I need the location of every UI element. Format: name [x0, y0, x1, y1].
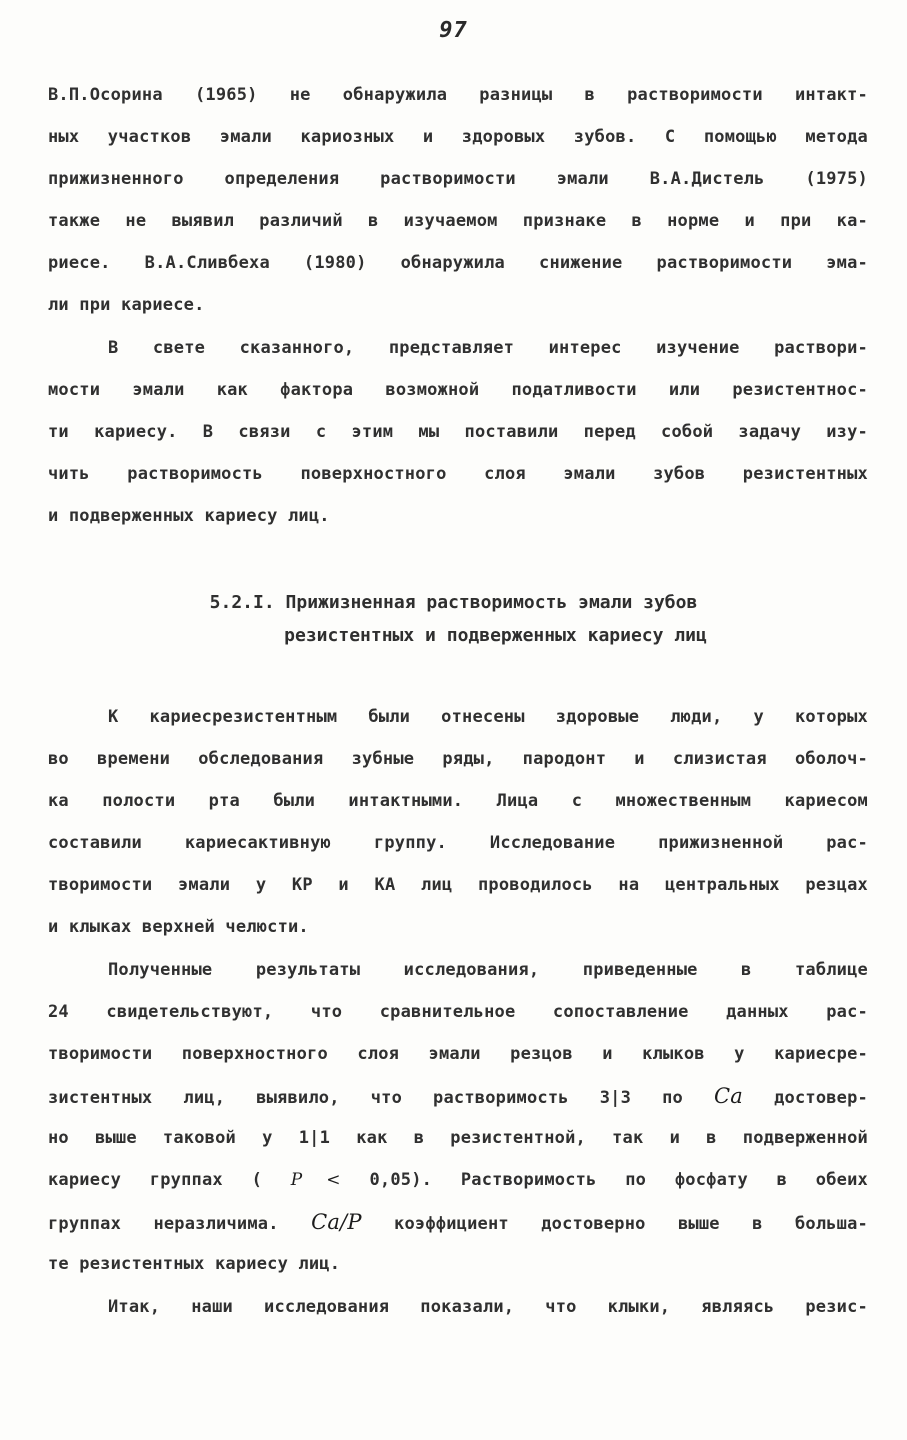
- text-line: прижизненного определения растворимости эмали В.А.Дистель (1975): [48, 169, 868, 189]
- text-line: 24 свидетельствуют, что сравнительное сопоставление данных рас-: [48, 1002, 868, 1022]
- text-line: [48, 1075, 868, 1117]
- text-line: К кариесрезистентным были отнесены здоровые люди, у которых: [108, 707, 868, 727]
- text-line: [48, 1201, 868, 1243]
- paragraph-2: [48, 327, 868, 537]
- text-line: риесе. В.А.Сливбеха (1980) обнаружила снижение растворимости эма-: [48, 253, 868, 273]
- text-line: и подверженных кариесу лиц.: [48, 506, 330, 526]
- text-line: составили кариесактивную группу. Исследование прижизненной рас-: [48, 833, 868, 853]
- text-line: творимости поверхностного слоя эмали резцов и клыков у кариесре-: [48, 1044, 868, 1064]
- text-fragment: но выше таковой у: [48, 1128, 299, 1148]
- section-heading: [0, 586, 907, 652]
- text-fragment: достовер-: [743, 1088, 868, 1108]
- tooth-formula: 3|3: [599, 1088, 632, 1108]
- tooth-formula: 1|1: [298, 1128, 331, 1148]
- text-line: Итак, наши исследования показали, что клыки, являясь резис-: [108, 1297, 868, 1317]
- handwritten-calcium: Ca: [714, 1084, 744, 1108]
- text-line: Полученные результаты исследования, приведенные в таблице: [108, 960, 868, 980]
- paragraph-4: [48, 949, 868, 1285]
- text-line: во времени обследования зубные ряды, пародонт и слизистая оболоч-: [48, 749, 868, 769]
- text-line: В свете сказанного, представляет интерес изучение раствори-: [108, 338, 868, 358]
- text-line: ти кариесу. В связи с этим мы поставили перед собой задачу изу-: [48, 422, 868, 442]
- text-fragment: зистентных лиц, выявило, что растворимость: [48, 1088, 600, 1108]
- text-fragment: ). Растворимость по фосфату в обеих: [411, 1170, 868, 1190]
- text-line: ка полости рта были интактными. Лица с множественным кариесом: [48, 791, 868, 811]
- handwritten-p-value: P <: [290, 1170, 341, 1190]
- text-fragment: как в резистентной, так и в подверженной: [330, 1128, 868, 1148]
- text-line: [48, 1117, 868, 1159]
- text-fragment: по: [631, 1088, 715, 1108]
- handwritten-ca-p-ratio: Ca/P: [311, 1210, 362, 1234]
- page-number: 97: [439, 18, 468, 43]
- text-line: также не выявил различий в изучаемом признаке в норме и при ка-: [48, 211, 868, 231]
- text-fragment: кариесу группах (: [48, 1170, 291, 1190]
- text-line: чить растворимость поверхностного слоя эмали зубов резистентных: [48, 464, 868, 484]
- paragraph-3: [48, 696, 868, 948]
- text-line: творимости эмали у КР и КА лиц проводилось на центральных резцах: [48, 875, 868, 895]
- text-line: ли при кариесе.: [48, 295, 205, 315]
- text-line: те резистентных кариесу лиц.: [48, 1254, 341, 1274]
- text-line: В.П.Осорина (1965) не обнаружила разницы в растворимости интакт-: [48, 85, 868, 105]
- section-heading-line-2: резистентных и подверженных кариесу лиц: [284, 625, 707, 646]
- text-line: [48, 1159, 868, 1201]
- text-fragment: коэффициент достоверно выше в больша-: [361, 1214, 868, 1234]
- text-line: и клыках верхней челюсти.: [48, 917, 309, 937]
- text-line: мости эмали как фактора возможной податливости или резистентнос-: [48, 380, 868, 400]
- p-threshold: 0,05: [340, 1170, 412, 1190]
- section-heading-line-1: 5.2.I. Прижизненная растворимость эмали зубов: [209, 592, 698, 613]
- text-fragment: группах неразличима.: [48, 1214, 312, 1234]
- paragraph-5: [48, 1286, 868, 1328]
- text-line: ных участков эмали кариозных и здоровых зубов. С помощью метода: [48, 127, 868, 147]
- paragraph-1: [48, 74, 868, 326]
